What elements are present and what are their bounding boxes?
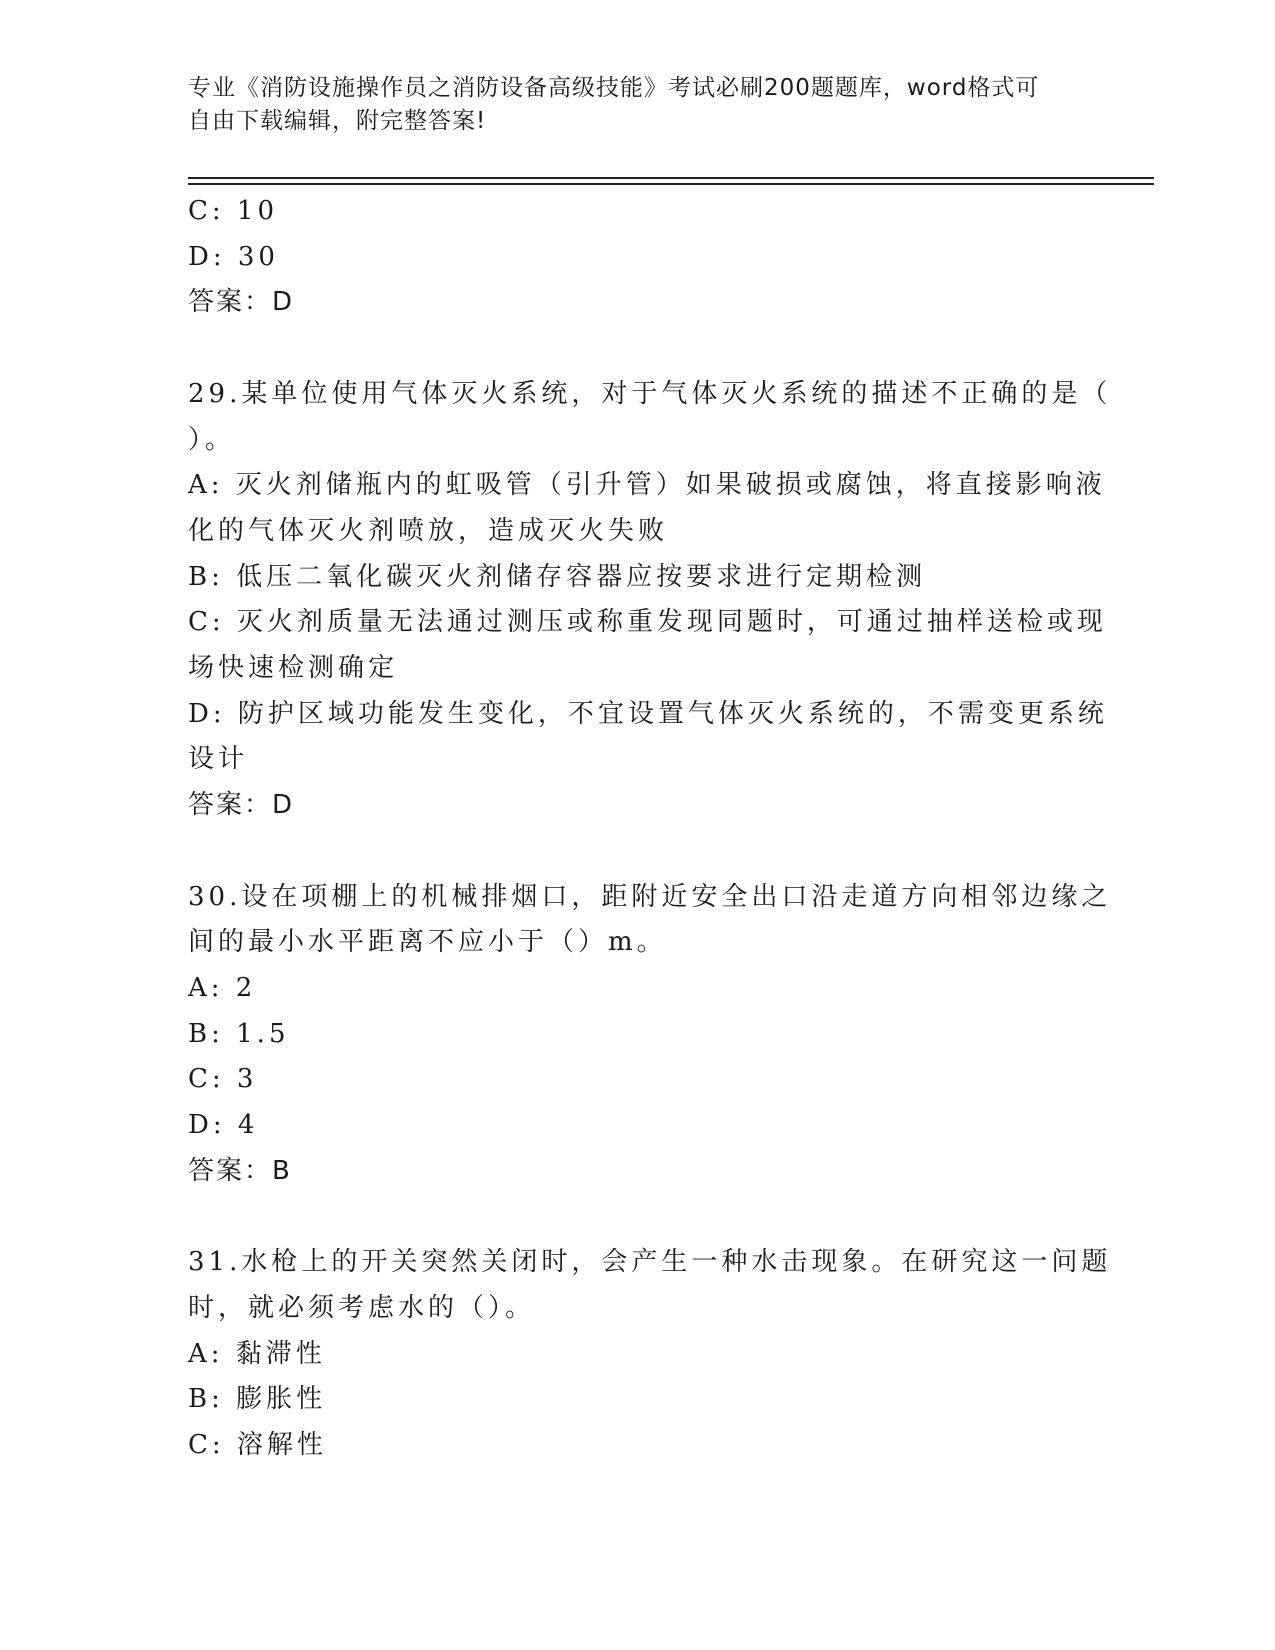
- option-c: C: 溶解性: [188, 1429, 327, 1460]
- page-header: [188, 72, 1068, 138]
- option-a: A: 2: [188, 972, 257, 1003]
- question-29: [188, 372, 1112, 829]
- option-d: D: 4: [188, 1110, 259, 1141]
- question-list: [188, 189, 1112, 1469]
- option-a: A: 灭火剂储瓶内的虹吸管（引升管）如果破损或腐蚀，将直接影响液: [188, 470, 1106, 501]
- question-28-tail: [188, 189, 1078, 326]
- question-stem: 31.水枪上的开关突然关闭时，会产生一种水击现象。在研究这一问题: [188, 1247, 1112, 1278]
- question-stem: 29.某单位使用气体灭火系统，对于气体灭火系统的描述不正确的是（: [188, 378, 1112, 409]
- option-b: B: 低压二氧化碳灭火剂储存容器应按要求进行定期检测: [188, 561, 927, 592]
- option-a-cont: 化的气体灭火剂喷放，造成灭火失败: [188, 515, 669, 546]
- header-divider-top: [188, 177, 1154, 179]
- question-stem-cont: 时，就必须考虑水的（）。: [188, 1292, 536, 1323]
- spacer: [188, 829, 1078, 875]
- answer-line: 答案：D: [188, 790, 295, 821]
- option-c: C: 灭火剂质量无法通过测压或称重发现同题时，可通过抽样送检或现: [188, 607, 1107, 638]
- question-30: [188, 875, 1112, 1195]
- option-c: C: 3: [188, 1064, 258, 1095]
- option-d: D: 防护区域功能发生变化，不宜设置气体灭火系统的，不需变更系统: [188, 698, 1108, 729]
- option-c: C: 10: [188, 196, 279, 226]
- question-stem-cont: 间的最小水平距离不应小于（）m。: [188, 927, 667, 958]
- question-stem: 30.设在项棚上的机械排烟口，距附近安全出口沿走道方向相邻边缘之: [188, 881, 1112, 912]
- option-d: D: 30: [188, 241, 279, 272]
- option-a: A: 黏滞性: [188, 1338, 326, 1369]
- spacer: [188, 1194, 1078, 1240]
- header-divider-bottom: [188, 183, 1154, 185]
- option-b: B: 膨胀性: [188, 1384, 327, 1415]
- header-line-1: 专业《消防设施操作员之消防设备高级技能》考试必刷200题题库，word格式可: [188, 75, 1040, 101]
- option-d-cont: 设计: [188, 744, 249, 775]
- answer-line: 答案：B: [188, 1155, 292, 1186]
- question-31: [188, 1240, 1112, 1469]
- answer-line: 答案：D: [188, 287, 295, 318]
- spacer: [188, 326, 1078, 372]
- option-b: B: 1.5: [188, 1018, 290, 1049]
- header-line-2: 自由下载编辑，附完整答案!: [188, 108, 487, 134]
- option-c-cont: 场快速检测确定: [188, 653, 399, 684]
- question-stem-cont: ）。: [188, 424, 236, 455]
